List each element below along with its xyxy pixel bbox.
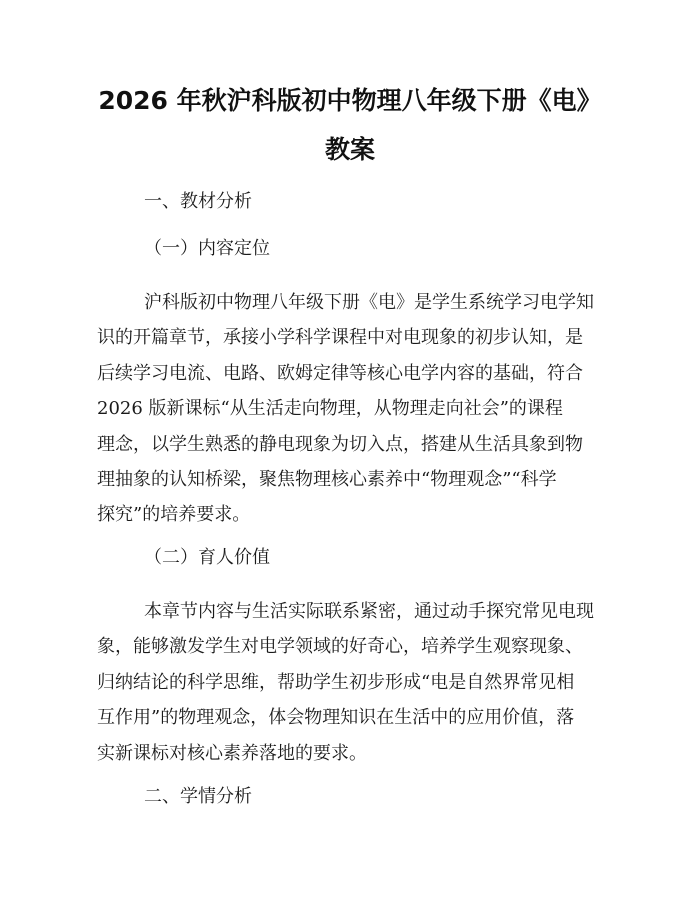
paragraph-line: 象，能够激发学生对电学领域的好奇心，培养学生观察现象、 [97,636,583,658]
paragraph-line: 实新课标对核心素养落地的要求。 [97,742,367,764]
document-title-line-2: 教案 [324,135,375,164]
subsection-heading-content-positioning: （一）内容定位 [144,238,270,259]
subsection-heading-educational-value: （二）育人价值 [144,547,270,568]
paragraph-line: 理念，以学生熟悉的静电现象为切入点，搭建从生活具象到物 [97,433,583,455]
paragraph-line: 探究”的培养要求。 [97,504,251,526]
paragraph-line: 理抽象的认知桥梁，聚焦物理核心素养中“物理观念”“科学 [97,468,557,490]
paragraph-content-positioning [97,285,614,533]
paragraph-educational-value [97,594,614,771]
paragraph-line: 沪科版初中物理八年级下册《电》是学生系统学习电学知 [144,292,594,313]
paragraph-line: 互作用”的物理观念，体会物理知识在生活中的应用价值，落 [97,707,575,729]
paragraph-line: 本章节内容与生活实际联系紧密，通过动手探究常见电现 [144,601,594,622]
section-heading-teaching-material-analysis: 一、教材分析 [144,191,252,212]
paragraph-line: 2026 版新课标“从生活走向物理，从物理走向社会”的课程 [97,398,563,420]
paragraph-line: 后续学习电流、电路、欧姆定律等核心电学内容的基础，符合 [97,362,583,384]
document-title-line-1: 2026 年秋沪科版初中物理八年级下册《电》 [98,86,602,115]
section-heading-student-analysis: 二、学情分析 [144,786,252,807]
paragraph-line: 归纳结论的科学思维，帮助学生初步形成“电是自然界常见相 [97,671,575,693]
paragraph-line: 识的开篇章节，承接小学科学课程中对电现象的初步认知，是 [97,327,583,349]
